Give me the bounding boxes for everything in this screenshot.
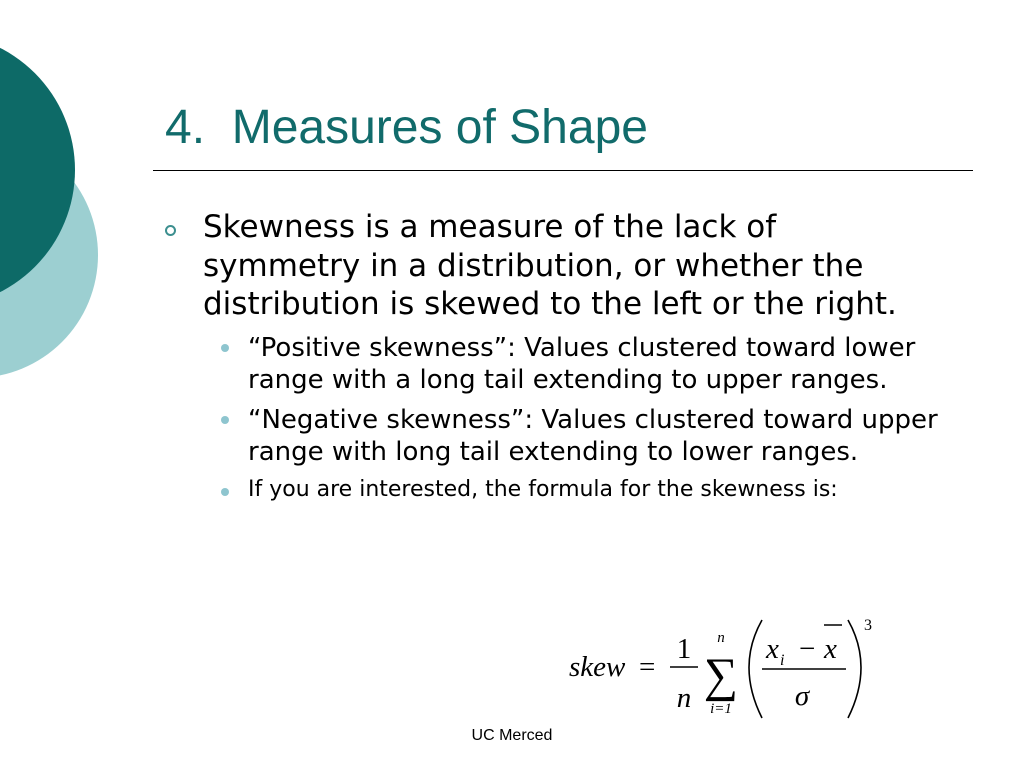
formula-frac-numerator: 1 [676,633,692,665]
skewness-formula [566,614,886,726]
bullet-skewness [165,208,965,504]
dot-bullet-icon [221,344,229,352]
sub-bullet-formula-intro [203,476,965,504]
slide-footer: UC Merced [471,727,553,744]
sub-bullet-text: “Positive skewness”: Values clustered toward lower range with a long tail extending to upper ranges. [248,332,916,395]
formula-lhs: skew [569,651,626,683]
decorative-circles [0,0,110,420]
bullet-text: Skewness is a measure of the lack of symmetry in a distribution, or whether the distribution is skewed to the left or the right. [203,209,897,322]
title-divider [153,170,973,171]
formula-x: x [766,633,779,665]
formula-frac-denominator: n [676,682,692,714]
formula-minus: − [799,633,816,665]
formula-x-subscript: i [780,652,785,669]
formula-sum-lower: i=1 [710,701,732,717]
dot-bullet-icon [221,416,229,424]
sigma-sum-icon: ∑ [703,649,739,702]
formula-exponent: 3 [864,617,872,634]
slide-title: 4. Measures of Shape [165,101,648,154]
sub-bullet-text: “Negative skewness”: Values clustered toward upper range with long tail extending to lower ranges. [248,404,938,467]
bullet-list [165,208,965,511]
formula-equals: = [639,651,656,683]
sub-bullet-positive [203,332,965,397]
right-paren-icon [848,620,861,718]
formula-sum-upper: n [717,630,725,646]
sub-bullet-text: If you are interested, the formula for the skewness is: [248,476,838,502]
sub-bullet-list [203,332,965,504]
sub-bullet-negative [203,404,965,469]
dot-bullet-icon [221,488,229,496]
formula-sigma: σ [794,680,810,712]
left-paren-icon [749,620,762,718]
formula-xbar: x [824,633,837,665]
ring-bullet-icon [165,225,176,236]
